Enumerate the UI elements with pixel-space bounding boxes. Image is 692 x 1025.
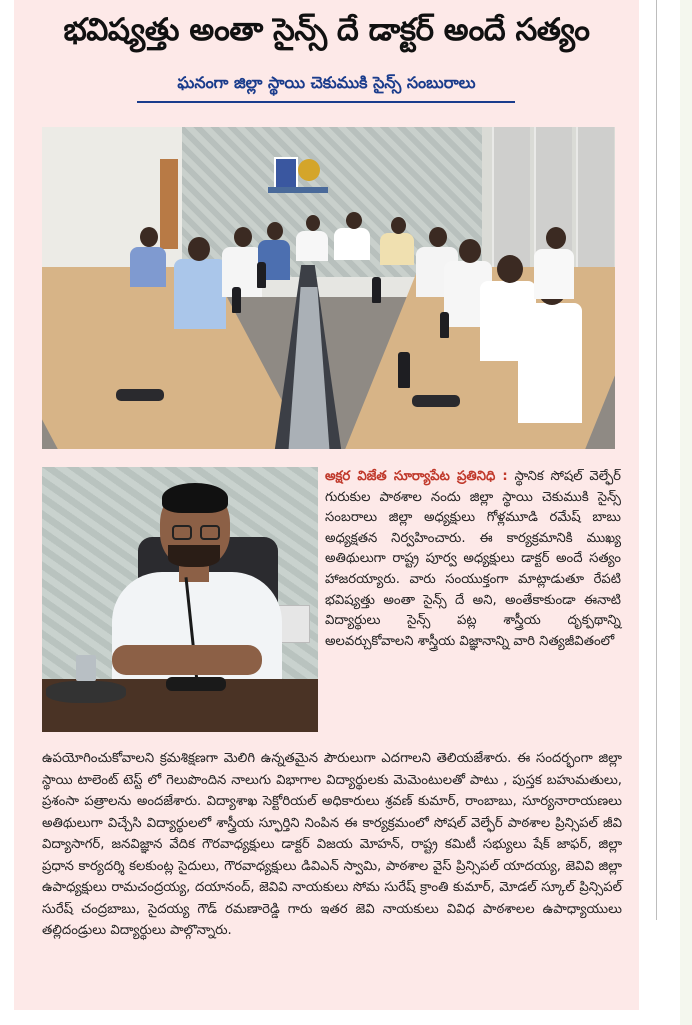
column-divider [656, 0, 657, 920]
microphone [116, 389, 164, 401]
article-dateline: అక్షర విజేత సూర్యాపేట ప్రతినిధి : [325, 469, 508, 484]
institution-logo [274, 157, 322, 197]
microphone [412, 395, 460, 407]
article-headline: భవిష్యత్తు అంతా సైన్స్ దే డాక్టర్ అందే సత్యం [63, 12, 590, 48]
meeting-photo [42, 127, 615, 449]
article-body-full: ఉపయోగించుకోవాలని క్రమశిక్షణగా మెలిగి ఉన్నతమైన పౌరులుగా ఎదగాలని తెలియజేశారు. ఈ సందర్భంగా జిల్లా స్థాయి టాలెంట్ టెస్ట్ లో గెలుపొందిన నాలుగు విభాగాల విద్యార్థులకు మెమెంటులతో పాటు , పుస్తక బహుమతులు, ప్రశంసా పత్రాలను అందజేశారు. విద్యాశాఖ సెక్టోరియల్ అధికారులు శ్రవణ్ కుమార్, రాంబాబు, సూర్యనారాయణలు అతిథులుగా విచ్చేసి విద్యార్థులలో శాస్త్రీయ స్ఫూర్తిని నింపిన ఈ కార్యక్రమంలో సోషల్ వెల్ఫేర్ పాఠశాల ప్రిన్సిపల్ జీవి విద్యాసాగర్, జనవిజ్ఞాన వేదిక గౌరవాధ్యక్షులు డాక్టర్ విజయ మోహన్, రాష్ట్ర కమిటీ సభ్యులు షేక్ జాఫర్, జిల్లా ప్రధాన కార్యదర్శి కలకుంట్ల సైదులు, గౌరవాధ్యక్షులు డివిఎన్ స్వామి, పాఠశాల వైస్ ప్రిన్సిపల్ యాదయ్య, జెవివి జిల్లా ఉపాధ్యక్షులు రామచంద్రయ్య, దయానంద్, జెవివి నాయకులు సోమ సురేష్ క్రాంతి కుమార్, మోడల్ స్కూల్ ప్రిన్సిపల్ సురేష్ చంద్రబాబు, సైదయ్య గౌడ్ రమణారెడ్డి గారు ఇతర జెవి నాయకులు వివిధ పాఠశాలల ఉపాధ్యాయులు తల్లిదండ్రులు విద్యార్థులు పాల్గొన్నారు. [42, 751, 622, 938]
article-subheadline: ఘనంగా జిల్లా స్థాయి చెకుముకి సైన్స్ సంబురాలు [177, 73, 476, 92]
speaker-photo [42, 467, 318, 732]
article-body-column [325, 467, 621, 652]
article-body-column-text: స్థానిక సోషల్ వెల్ఫేర్ గురుకుల పాఠశాల నందు జిల్లా స్థాయి చెకుముకి సైన్స్ సంబరాలు జిల్లా అధ్యక్షులు గోళ్లమూడి రమేష్ బాబు అధ్యక్షతన నిర్వహించారు. ఈ కార్యక్రమానికి ముఖ్య అతిథులుగా రాష్ట్ర పూర్వ అధ్యక్షులు డాక్టర్ అందే సత్యం హాజరయ్యారు. వారు సంయుక్తంగా మాట్లాడుతూ రేపటి భవిష్యత్తు అంతా సైన్స్ దే అని, అంతేకాకుండా ఈనాటి విద్యార్థులు సైన్స్ పట్ల శాస్త్రీయ దృక్పథాన్ని అలవర్చుకోవాలని శాస్త్రీయ విజ్ఞానాన్ని వారి నిత్యజీవితంలో [325, 469, 621, 649]
right-margin-strip [680, 0, 692, 1025]
subheadline-underline [137, 101, 515, 103]
